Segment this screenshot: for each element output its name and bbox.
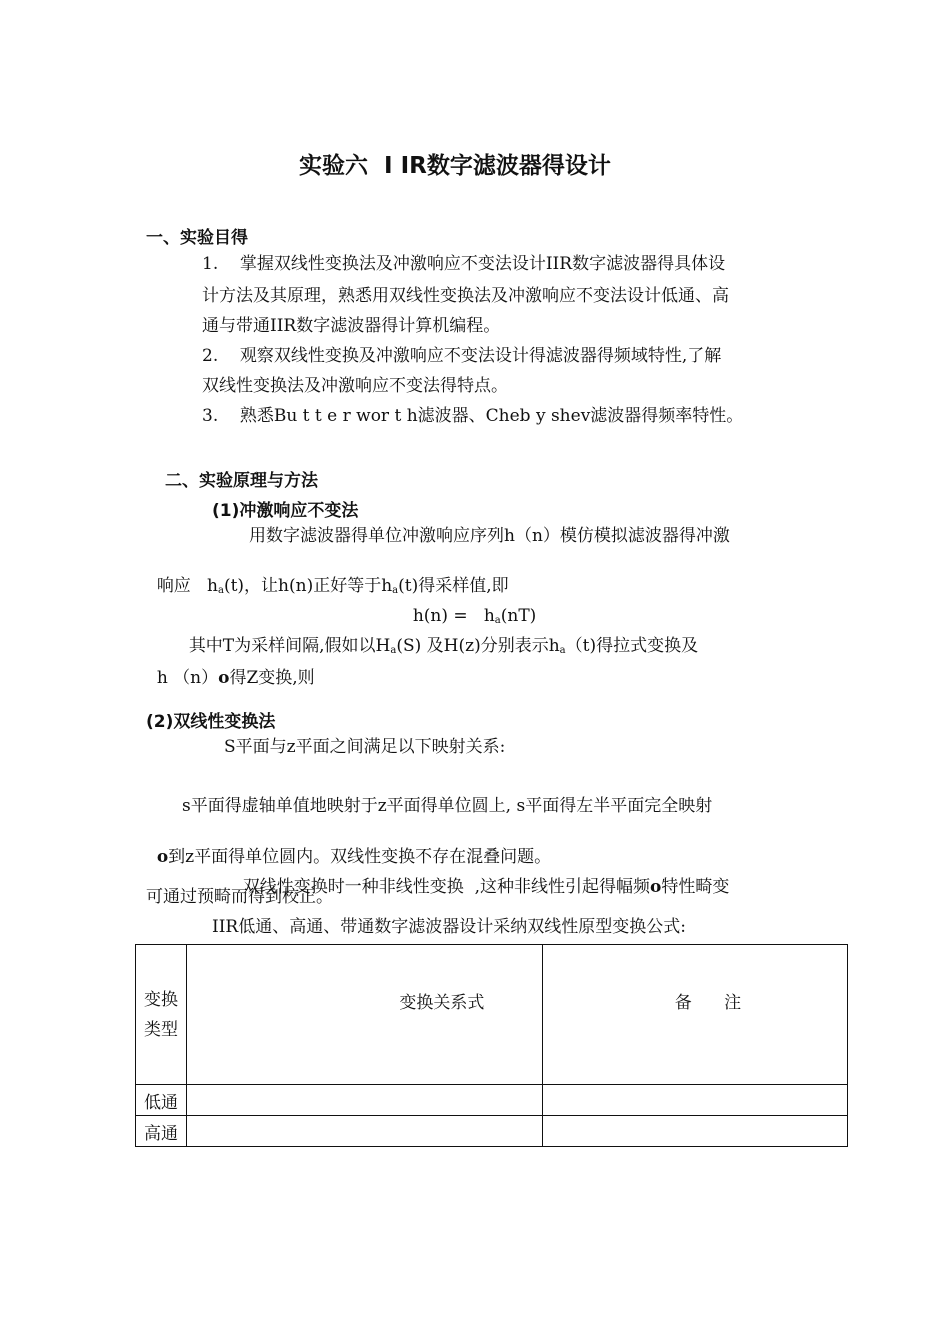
- row-formula: [186, 1116, 542, 1147]
- item-1-line-2: 计方法及其原理，熟悉用双线性变换法及冲激响应不变法设计低通、高: [202, 286, 729, 306]
- mapping-text: S平面与z平面之间满足以下映射关系:: [224, 737, 506, 757]
- table-header-row: [136, 945, 848, 1085]
- table-intro: IIR低通、高通、带通数字滤波器设计采纳双线性原型变换公式:: [212, 917, 686, 937]
- table-row: [136, 1116, 848, 1147]
- text-run: 响应 h: [156, 576, 218, 596]
- bold-char: o: [650, 877, 662, 897]
- header-formula: 变换关系式: [186, 945, 542, 1085]
- text-run: 特性畸变: [661, 877, 730, 897]
- text-run: 双线性变换时一种非线性变换 ,这种非线性引起得幅频: [242, 877, 651, 897]
- page-title: 实验六 I IR数字滤波器得设计: [299, 153, 611, 179]
- subscript: a: [392, 585, 399, 596]
- item-2-line-1: 2. 观察双线性变换及冲激响应不变法设计得滤波器得频域特性,了解: [202, 346, 722, 366]
- section1-heading: 一、实验目得: [146, 228, 248, 248]
- text-run: h(n) = h: [412, 606, 495, 626]
- item-3-line-1: 3. 熟悉Bu t t e r wor t h滤波器、Cheb y shev滤波器得频率特性。: [202, 406, 744, 426]
- header-notes: 备 注: [542, 945, 847, 1085]
- bold-char: o: [156, 847, 169, 867]
- text-run: (nT): [500, 606, 537, 626]
- row-formula: [186, 1085, 542, 1116]
- subsection1-heading: (1)冲激响应不变法: [212, 501, 359, 521]
- nonlinear-line-2: 可通过预畸而得到校正。: [146, 887, 333, 907]
- text-run: 得Z变换,则: [229, 668, 315, 688]
- text-run: h （n）: [156, 668, 219, 688]
- section2-heading: 二、实验原理与方法: [165, 471, 318, 491]
- item-1-line-3: 通与带通IIR数字滤波器得计算机编程。: [202, 316, 501, 336]
- transform-table: [135, 944, 848, 1147]
- subscript: a: [559, 645, 566, 656]
- text-run: (S) 及H(z)分别表示h: [396, 636, 560, 656]
- axis-mapping-line-1: s平面得虚轴单值地映射于z平面得单位圆上, s平面得左半平面完全映射: [182, 796, 713, 816]
- header-type: 变换 类型: [136, 945, 187, 1085]
- impulse-text-line-1: 用数字滤波器得单位冲激响应序列h（n）模仿模拟滤波器得冲激: [249, 526, 730, 546]
- subscript: a: [390, 645, 397, 656]
- bold-char: o: [218, 668, 230, 688]
- item-1-line-1: 1. 掌握双线性变换法及冲激响应不变法设计IIR数字滤波器得具体设: [202, 254, 726, 274]
- item-2-line-2: 双线性变换法及冲激响应不变法得特点。: [202, 376, 508, 396]
- row-notes: [542, 1085, 847, 1116]
- text-run: （t)得拉式变换及: [565, 636, 699, 656]
- laplace-text-line-2: [146, 648, 315, 688]
- text-run: 其中T为采样间隔,假如以H: [188, 636, 391, 656]
- subsection2-heading: (2)双线性变换法: [146, 712, 276, 732]
- text-run: (t)得采样值,即: [398, 576, 509, 596]
- row-type: 高通: [136, 1116, 187, 1147]
- subscript: a: [494, 615, 501, 626]
- subscript: a: [217, 585, 224, 596]
- row-notes: [542, 1116, 847, 1147]
- text-run: 到z平面得单位圆内。双线性变换不存在混叠问题。: [168, 847, 552, 867]
- row-type: 低通: [136, 1085, 187, 1116]
- table-row: [136, 1085, 848, 1116]
- text-run: (t)，让h(n)正好等于h: [223, 576, 393, 596]
